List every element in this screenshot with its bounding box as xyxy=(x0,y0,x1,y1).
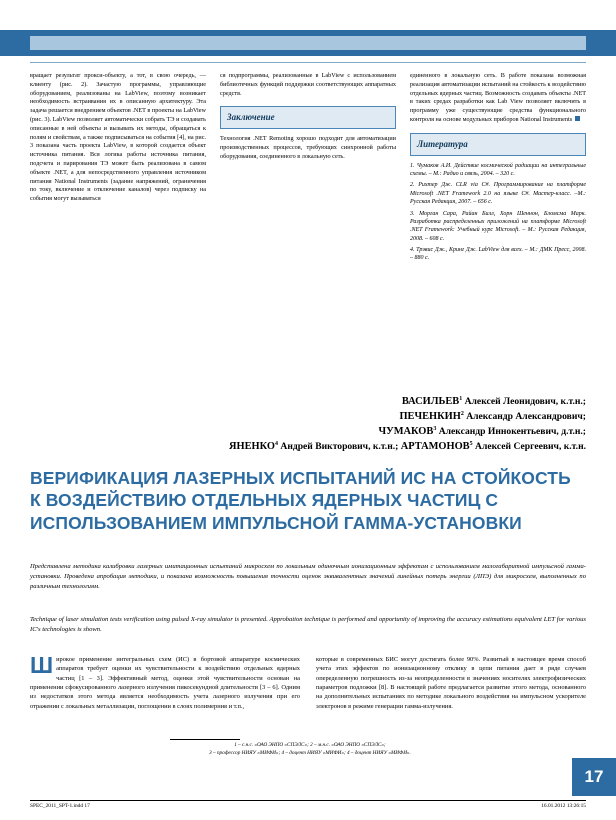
author-affiliation-marker: 2 xyxy=(460,410,464,417)
article-body xyxy=(30,652,586,713)
footer-rule xyxy=(30,800,586,801)
paragraph: единенного в локальную сеть. В работе показана возможная реализация автоматизации испытаний на стойкость к воздействию отдельных ядерных частиц. Возможность создавать объекты .NET в таких средах разработки как Lab View позволяет включить в программу уже существующие средства функционального контроля на основе модульных приборов National Instruments xyxy=(410,72,586,123)
column-2 xyxy=(220,72,396,266)
column-3 xyxy=(410,72,586,266)
author-entry: ВАСИЛЬЕВ$^1$ Алексей Леонидович, к.т.н.; xyxy=(401,396,586,408)
author-entry: ЯНЕНКО$^4$ Андрей Викторович, к.т.н.; АРТАМОНОВ$^5$ Алексей Сергеевич, к.т.н. xyxy=(229,440,586,453)
author-affiliation-marker: 3 xyxy=(433,425,437,432)
abstract-english: Technique of laser simulation tests verification using pulsed X-ray simulator is presented. Approbation technique is performed and opportunity of improving the accuracy estimations equivalent LET for various IC's technologies is shown. xyxy=(30,616,586,633)
body-column-left xyxy=(30,652,300,713)
column-1 xyxy=(30,72,206,266)
page-title: ВЕРИФИКАЦИЯ ЛАЗЕРНЫХ ИСПЫТАНИЙ ИС НА СТОЙКОСТЬ К ВОЗДЕЙСТВИЮ ОТДЕЛЬНЫХ ЯДЕРНЫХ ЧАСТИЦ С ИСПОЛЬЗОВАНИЕМ ИМПУЛЬСНОЙ ГАММА-УСТАНОВКИ xyxy=(30,467,571,533)
body-column-right xyxy=(316,655,586,713)
author-affiliation-marker: 1 xyxy=(459,396,463,402)
footnote-item: 1 – с.н.с. «ОАО ЭНПО «СПЭЛС»; 2 – м.н.с. «ОАО ЭНПО «СПЭЛС»; xyxy=(234,742,386,748)
list-item: 1. Чумаков А.И. Действие космической радиации на интегральные схемы. – М.: Радио и связь, 2004. – 320 с. xyxy=(410,162,586,177)
author-affiliation-marker: 4 xyxy=(275,440,278,447)
end-of-article-mark xyxy=(575,116,580,121)
author-entry: ЧУМАКОВ$^3$ Александр Иннокентьевич, д.т.н.; xyxy=(378,425,586,438)
paragraph: Технология .NET Remoting хорошо подходит для автоматизации производственных процессов, требующих синхронной работы оборудования, соединенного в локальную сеть. xyxy=(220,135,396,160)
list-item: 3. Морган Сара, Райан Билл, Хорн Шеннон, Бломсма Марк. Разработка распределенных приложений на платформе Microsoft .NET Framework: Учебный курс Microsoft. – М.: Русская Редакция, 2008. – 608 с. xyxy=(410,210,586,242)
footnotes xyxy=(170,742,450,758)
reference-list xyxy=(410,162,586,263)
list-item: 2. Рихтер Дж. CLR via C#. Программирование на платформе Microsoft .NET Framework 2.0 на языке C#. Мастер-класс. –М.: Русская Редакция, 2007. – 656 с. xyxy=(410,182,586,206)
paragraph: которые в современных БИС могут достигать более 90%. Развитый в настоящее время способ учета этих эффектов по ионизационному отклику в цепи питания дает в ряде случаев опеределенную погрешность из-за неопределенности в значениях носителях электрофизических параметров подложки [8]. В настоящей работе предлагается развитие этого метода, основанного на дополнительных испытаниях по методике локального воздействия на импульсном ускорителе электронов в режиме генерации гамма-излучения. xyxy=(316,656,586,710)
paragraph: ся подпрограммы, реализованные в LabView с использованием библиотечных функций поддержки соответствующих аппаратных средств. xyxy=(220,72,396,97)
footnote-separator xyxy=(170,739,240,740)
page-number: 17 xyxy=(572,758,616,796)
footer-timestamp: 16.01.2012 13:26:15 xyxy=(541,803,586,809)
abstract-russian: Представлена методика калибровки лазерных имитационных испытаний микросхем по локальным одиночным ионизационным эффектам с использованием малогабаритной импульсной гамма-установки. Проведена апробация методики, и показана возможность повышения точности оценок эквивалентных значений линейных потерь энергии (ЛПЭ) для микросхем, выполненных по различным технологиям. xyxy=(30,563,586,590)
author-list xyxy=(30,395,586,455)
list-item: 4. Трэвис Дж., Кринг Дж. LabView для всех. – М.: ДМК Пресс, 2008. – 880 с. xyxy=(410,247,586,262)
footnote-item: 3 – профессор НИЯУ «МИФИ»; 4 – доцент НИЯУ «МИФИ»; 4 – доцент НИЯУ «МИФИ». xyxy=(209,749,411,756)
author-entry: ПЕЧЕНКИН$^2$ Александр Александрович; xyxy=(399,410,586,423)
section-heading-references: Литература xyxy=(410,133,586,156)
continued-article-columns xyxy=(30,72,586,266)
section-heading-conclusion: Заключение xyxy=(220,106,396,129)
paragraph: Широкое применение интегральных схем (ИС) в бортовой аппаратуре космических аппаратов требует оценки их чувствительности к воздействию отдельных ядерных частиц [1 – 3]. Эффективный метод, оценки этой чувствительности основан на применении сфокусированного лазерного излучения пикосекундной длительности [3 – 6]. Одним из недостатков этого метода является необходимость учета лазерного излучения при его отражении с локальных металлизации, поглощении в слоях полимерния и т.п., xyxy=(30,652,300,710)
header-band-inner xyxy=(30,36,586,50)
author-affiliation-marker: 5 xyxy=(469,440,473,447)
drop-cap: Ш xyxy=(30,652,54,678)
paragraph: вращает результат прокси-объекту, а тот, в свою очередь, — клиенту (рис. 2). Зачастую программы, управляющие оборудованием, реализованы на LabView, поэтому возникает необходимость встраивания их в описанную архитектуру. Эта задача решается внедрением объектов .NET в проекты на LabView (рис. 3). LabView позволяет автоматически собрать ТЭ и создавать описанные в ней объекты и вызывать их методы, обращаться к полям и свойствам, а также подписываться на события [4], на рис. 3 показана часть проекта LabView, в которой создается объект источника питания. Вся логика работы источника питания, подсчета и парирования ТЭ может быть реализована в самом объекте .NET, а для непосредственного управления источником питания National Instruments (задание напряжений, ограничения по току, включение и отключение каналов) через подписку на события могут вызываться xyxy=(30,72,206,203)
footer-filename: SPEC_2011_SPT-1.indd 17 xyxy=(30,803,90,809)
header-rule xyxy=(30,62,586,63)
